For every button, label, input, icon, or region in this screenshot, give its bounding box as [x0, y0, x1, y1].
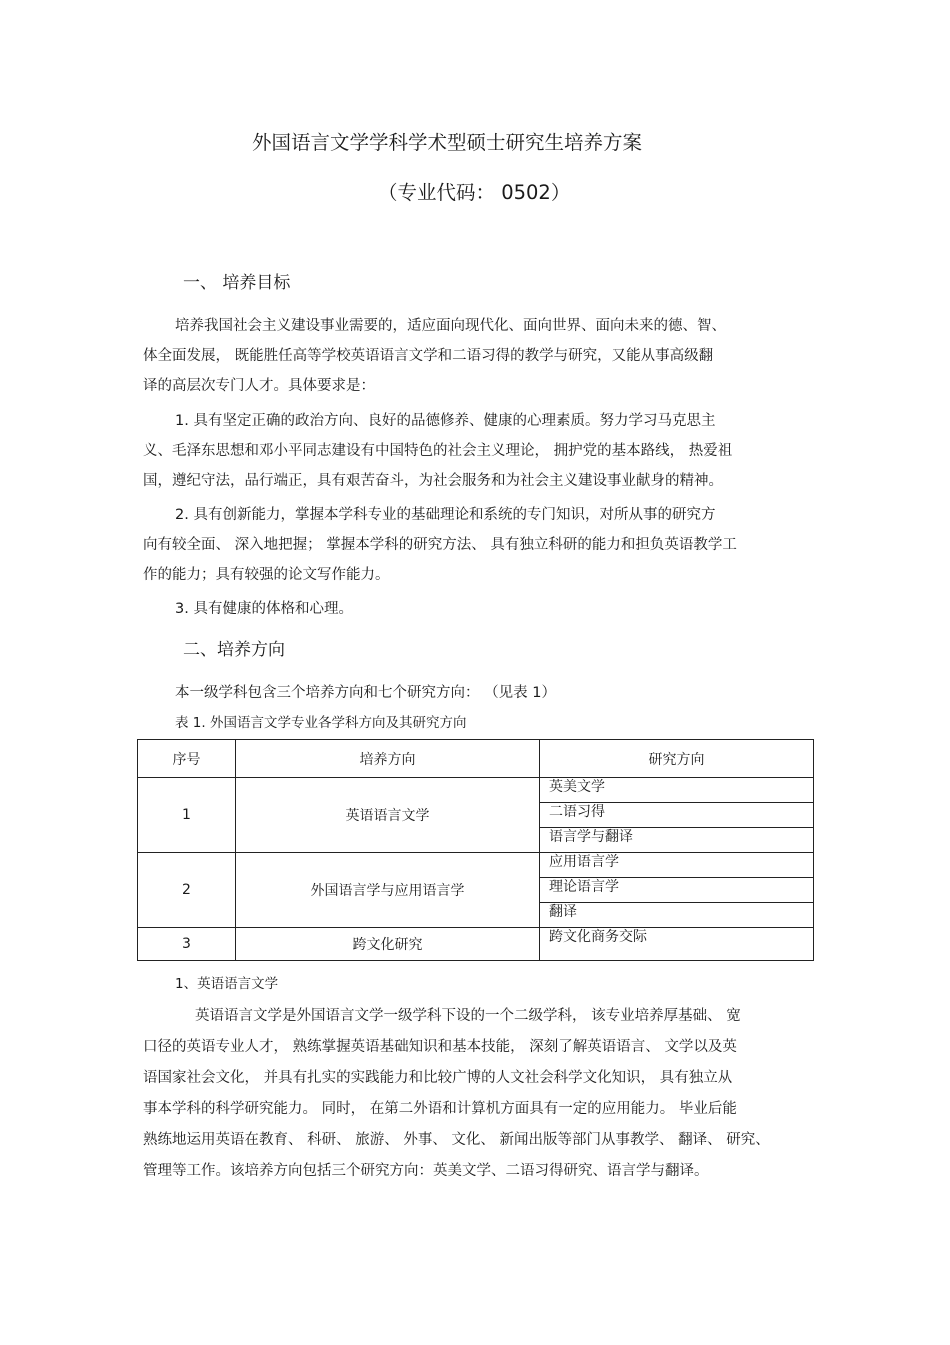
paragraph-line: 事本学科的科学研究能力。 同时， 在第二外语和计算机方面具有一定的应用能力。 毕业后能	[143, 1101, 737, 1117]
table-header-row	[138, 740, 814, 778]
paragraph-line: 义、毛泽东思想和邓小平同志建设有中国特色的社会主义理论， 拥护党的基本路线， 热爱祖	[143, 443, 733, 459]
row-research: 二语习得	[540, 803, 814, 828]
paragraph-line: 管理等工作。该培养方向包括三个研究方向：英美文学、二语习得研究、语言学与翻译。	[143, 1163, 709, 1179]
row-research: 语言学与翻译	[540, 828, 814, 853]
header-cell-direction: 培养方向	[236, 740, 540, 778]
row-research: 应用语言学	[540, 853, 814, 878]
row-research: 英美文学	[540, 778, 814, 803]
paragraph-line: 国，遵纪守法，品行端正，具有艰苦奋斗，为社会服务和为社会主义建设事业献身的精神。	[143, 473, 723, 489]
table-row	[138, 928, 814, 961]
paragraph-line: 培养我国社会主义建设事业需要的，适应面向现代化、面向世界、面向未来的德、智、	[175, 318, 726, 334]
row-research: 跨文化商务交际	[540, 928, 814, 961]
table-row	[138, 778, 814, 803]
paragraph-line: 译的高层次专门人才。具体要求是：	[143, 378, 375, 394]
paragraph-line: 语国家社会文化， 并具有扎实的实践能力和比较广博的人文社会科学文化知识， 具有独立从	[143, 1070, 733, 1086]
paragraph-line: 口径的英语专业人才， 熟练掌握英语基础知识和基本技能， 深刻了解英语语言、 文学以及英	[143, 1039, 737, 1055]
section-2-intro: 本一级学科包含三个培养方向和七个研究方向： （见表 1）	[175, 685, 556, 701]
section-2-heading: 二、培养方向	[183, 640, 285, 660]
subsection-heading: 1、英语语言文学	[175, 976, 279, 992]
document-title: 外国语言文学学科学术型硕士研究生培养方案	[252, 131, 643, 154]
header-cell-research: 研究方向	[540, 740, 814, 778]
paragraph-line: 作的能力；具有较强的论文写作能力。	[143, 567, 390, 583]
section-1-heading: 一、 培养目标	[183, 273, 291, 293]
row-number: 3	[138, 928, 236, 961]
row-research: 理论语言学	[540, 878, 814, 903]
row-direction: 英语语言文学	[236, 778, 540, 853]
header-cell-number: 序号	[138, 740, 236, 778]
paragraph-line: 英语语言文学是外国语言文学一级学科下设的一个二级学科， 该专业培养厚基础、 宽	[195, 1008, 741, 1024]
row-number: 1	[138, 778, 236, 853]
document-subtitle: （专业代码： 0502）	[378, 181, 571, 204]
directions-table	[137, 739, 814, 961]
row-number: 2	[138, 853, 236, 928]
paragraph-line: 3. 具有健康的体格和心理。	[175, 601, 353, 617]
paragraph-line: 体全面发展， 既能胜任高等学校英语语言文学和二语习得的教学与研究，又能从事高级翻	[143, 348, 714, 364]
row-direction: 外国语言学与应用语言学	[236, 853, 540, 928]
paragraph-line: 向有较全面、 深入地把握； 掌握本学科的研究方法、 具有独立科研的能力和担负英语教学工	[143, 537, 737, 553]
paragraph-line: 熟练地运用英语在教育、 科研、 旅游、 外事、 文化、 新闻出版等部门从事教学、 翻译、 研究、	[143, 1132, 770, 1148]
table-row	[138, 853, 814, 878]
row-direction: 跨文化研究	[236, 928, 540, 961]
table-caption: 表 1. 外国语言文学专业各学科方向及其研究方向	[175, 715, 467, 731]
paragraph-line: 1. 具有坚定正确的政治方向、良好的品德修养、健康的心理素质。努力学习马克思主	[175, 413, 716, 429]
row-research: 翻译	[540, 903, 814, 928]
paragraph-line: 2. 具有创新能力，掌握本学科专业的基础理论和系统的专门知识，对所从事的研究方	[175, 507, 716, 523]
